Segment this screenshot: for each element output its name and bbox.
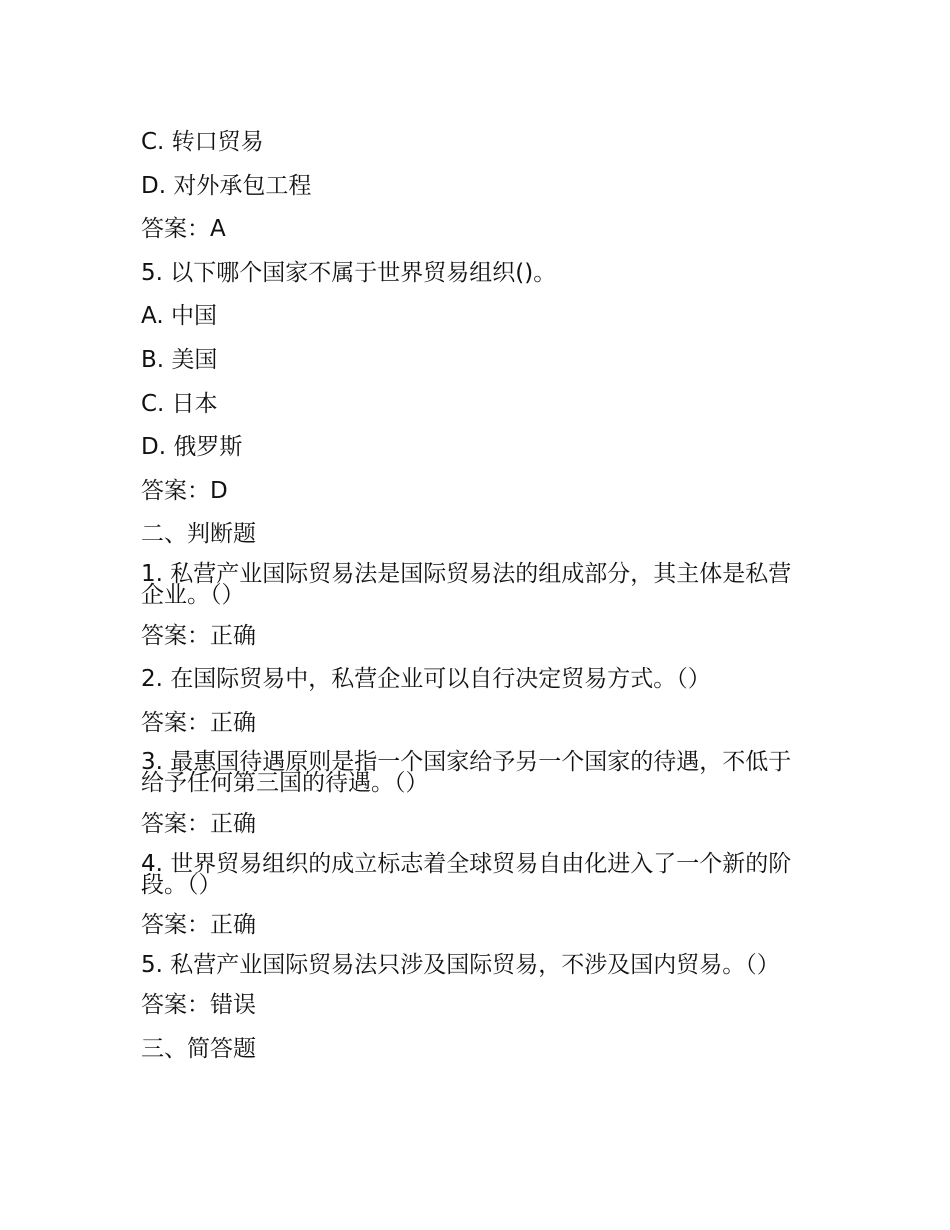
answer-q4: 答案：A bbox=[141, 216, 226, 243]
tf-answer-4: 答案：正确 bbox=[141, 912, 256, 939]
tf-answer-2: 答案：正确 bbox=[141, 709, 256, 736]
option-b-usa: B. 美国 bbox=[141, 346, 218, 373]
answer-q5: 答案：D bbox=[141, 477, 228, 504]
tf-question-2: 2. 在国际贸易中，私营企业可以自行决定贸易方式。（） bbox=[141, 666, 711, 693]
tf-answer-1: 答案：正确 bbox=[141, 622, 256, 649]
option-d-russia: D. 俄罗斯 bbox=[141, 434, 243, 461]
tf-question-3: 3. 最惠国待遇原则是指一个国家给予另一个国家的待遇，不低于给予任何第三国的待遇。（） bbox=[141, 749, 792, 797]
tf-question-4: 4. 世界贸易组织的成立标志着全球贸易自由化进入了一个新的阶段。（） bbox=[141, 850, 792, 898]
tf-question-5: 5. 私营产业国际贸易法只涉及国际贸易，不涉及国内贸易。（） bbox=[141, 951, 780, 978]
option-c-japan: C. 日本 bbox=[141, 390, 218, 417]
tf-question-1: 1. 私营产业国际贸易法是国际贸易法的组成部分，其主体是私营企业。（） bbox=[141, 560, 792, 608]
section-heading-true-false: 二、判断题 bbox=[141, 521, 256, 548]
option-d-overseas-contracting: D. 对外承包工程 bbox=[141, 172, 312, 199]
section-heading-short-answer: 三、简答题 bbox=[141, 1035, 256, 1062]
question-5-mc: 5. 以下哪个国家不属于世界贸易组织()。 bbox=[141, 259, 557, 286]
option-a-china: A. 中国 bbox=[141, 303, 217, 330]
document-page bbox=[141, 128, 801, 1063]
tf-answer-5: 答案：错误 bbox=[141, 992, 256, 1019]
option-c-entrepot-trade: C. 转口贸易 bbox=[141, 129, 264, 155]
tf-answer-3: 答案：正确 bbox=[141, 810, 256, 837]
